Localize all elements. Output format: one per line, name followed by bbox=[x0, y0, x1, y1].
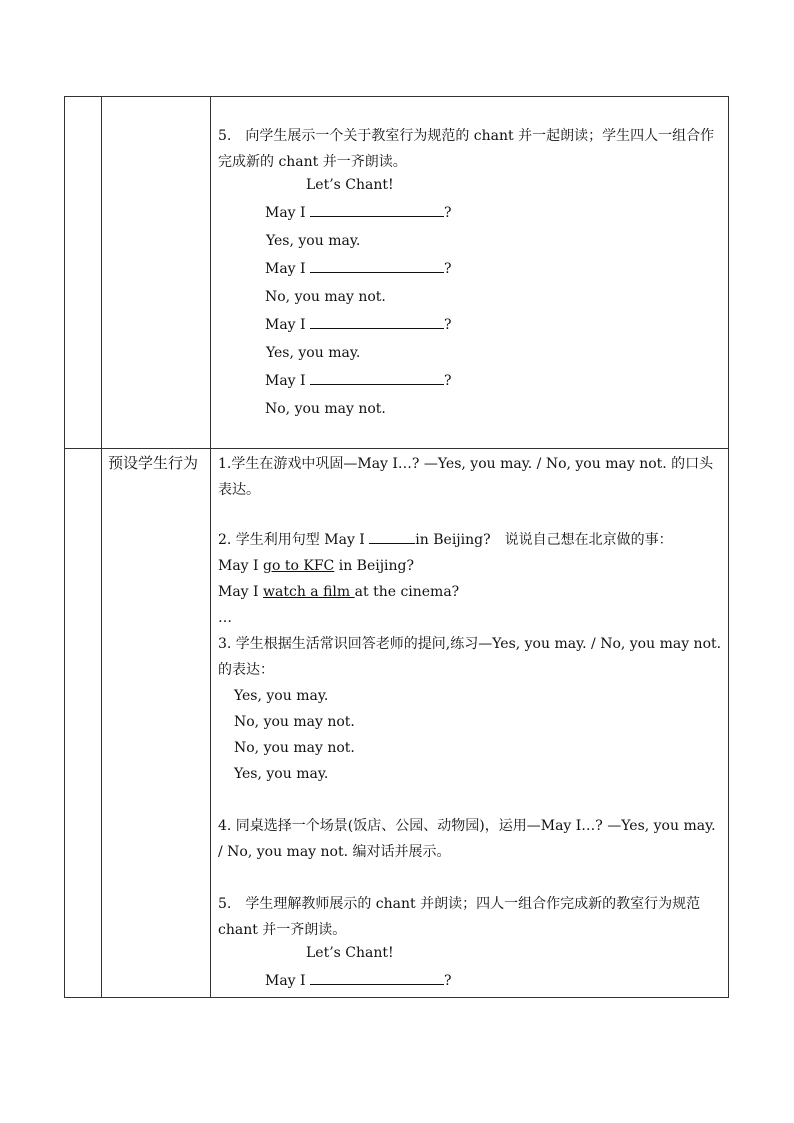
fill-blank bbox=[310, 200, 444, 217]
chant-line: No, you may not. bbox=[265, 401, 386, 417]
fill-blank bbox=[310, 312, 444, 329]
chant-line: Yes, you may. bbox=[266, 233, 361, 249]
example-sentence: May I go to KFC in Beijing? bbox=[218, 558, 415, 574]
row-label: 预设学生行为 bbox=[102, 449, 211, 998]
student-behavior-cell bbox=[211, 449, 729, 998]
chant-line: No, you may not. bbox=[265, 289, 386, 305]
chant-line: May I ? bbox=[218, 255, 722, 283]
fill-blank bbox=[369, 527, 415, 544]
chant-line: May I ? bbox=[218, 967, 722, 995]
answer-line: No, you may not. bbox=[234, 714, 355, 730]
ellipsis: … bbox=[218, 610, 232, 626]
chant-line: Yes, you may. bbox=[266, 345, 361, 361]
activity-item-5: 5. 向学生展示一个关于教室行为规范的 chant 并一起朗读；学生四人一组合作完成新的 chant 并一齐朗读。 bbox=[218, 128, 715, 170]
table-row bbox=[65, 449, 729, 998]
answer-line: Yes, you may. bbox=[234, 766, 329, 782]
chant-title: Let’s Chant! bbox=[306, 945, 394, 961]
behavior-item-4: 4. 同桌选择一个场景(饭店、公园、动物园)，运用—May I…? —Yes, you may. / No, you may not. 编对话并展示。 bbox=[218, 818, 716, 860]
fill-blank bbox=[310, 256, 444, 273]
behavior-item-3: 3. 学生根据生活常识回答老师的提问,练习—Yes, you may. / No, you may not. 的表达： bbox=[218, 636, 722, 678]
behavior-item-1: 1.学生在游戏中巩固—May I…? —Yes, you may. / No, you may not. 的口头表达。 bbox=[218, 456, 714, 498]
lesson-plan-table bbox=[64, 96, 729, 998]
fill-blank bbox=[310, 968, 444, 985]
empty-cell bbox=[65, 97, 102, 449]
chant-line: May I ? bbox=[218, 311, 722, 339]
fill-blank bbox=[310, 368, 444, 385]
chant-line: May I ? bbox=[218, 367, 722, 395]
empty-cell bbox=[65, 449, 102, 998]
answer-line: Yes, you may. bbox=[234, 688, 329, 704]
behavior-item-2: 2. 学生利用句型 May I in Beijing? 说说自己想在北京做的事： bbox=[218, 527, 722, 553]
behavior-item-5: 5. 学生理解教师展示的 chant 并朗读；四人一组合作完成新的教室行为规范 chant 并一齐朗读。 bbox=[218, 896, 701, 938]
answer-line: No, you may not. bbox=[234, 740, 355, 756]
empty-label-cell bbox=[102, 97, 211, 449]
chant-line: May I ? bbox=[218, 199, 722, 227]
example-sentence: May I watch a film at the cinema? bbox=[218, 584, 460, 600]
table-row bbox=[65, 97, 729, 449]
chant-title: Let’s Chant! bbox=[306, 177, 394, 193]
activity-content-cell bbox=[211, 97, 729, 449]
